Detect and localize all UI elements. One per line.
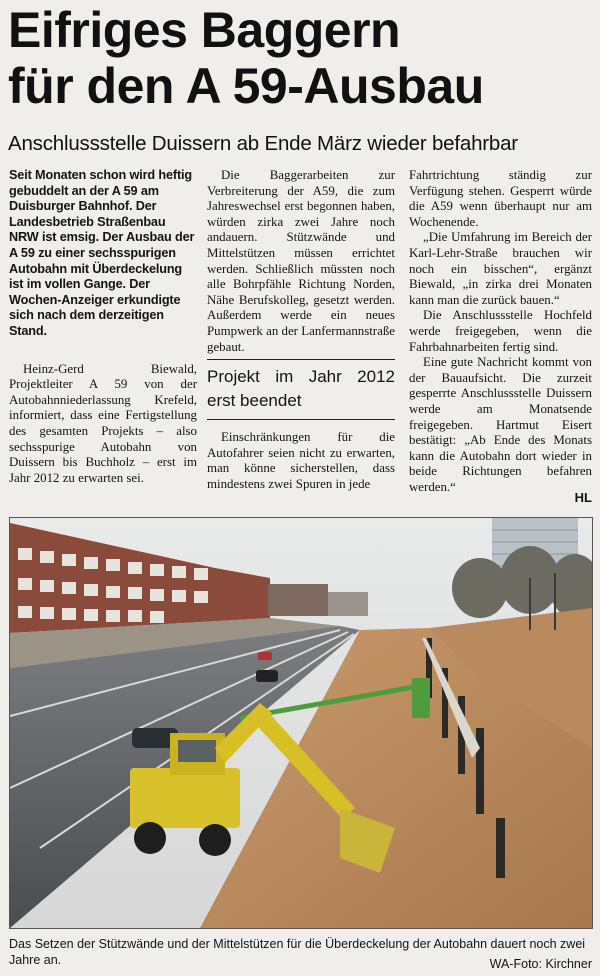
- photo-credit: WA-Foto: Kirchner: [489, 957, 592, 971]
- subheadline: Anschlussstelle Duissern ab Ende März wieder befahrbar: [8, 132, 518, 155]
- body-paragraph: Eine gute Nachricht kommt von der Bauaufsicht. Die zurzeit gesperrte Anschlussstelle Duissern werde am Monatsende freigegeben. Hartmut Eisert bestätigt: „Ab Ende des Monats kann die Autobahn dort wieder in beide Richtungen befahren werden.“: [409, 355, 592, 494]
- construction-photo: [9, 517, 593, 929]
- body-paragraph: Die Baggerarbeiten zur Verbreiterung der A59, die zum Jahreswechsel erst begonnen haben, würden zirka zwei Jahre noch andauern. Stützwände und Mittelstützen müssen errichtet werden. Schließlich müssten noch alle Bohrpfähle Richtung Norden, Nähe Berufskolleg, gesetzt werden. Außerdem werde ein neues Pumpwerk an der Lanfermannstraße gebaut.: [207, 168, 395, 354]
- author-initials: HL: [574, 490, 592, 505]
- body-paragraph: Die Anschlussstelle Hochfeld werde freigegeben, wenn die Fahrbahnarbeiten fertig sind.: [409, 308, 592, 354]
- headline-line-1: Eifriges Baggern: [8, 2, 401, 58]
- lead-paragraph: Seit Monaten schon wird heftig gebuddelt an der A 59 am Duisburger Bahnhof. Der Landesbetrieb Straßenbau NRW ist emsig. Der Ausbau der A 59 zu einer sechsspurigen Autobahn mit Überdeckelung ist im vollen Gange. Der Wochen-Anzeiger erkundigte sich nach dem derzeitigen Stand.: [9, 168, 195, 338]
- body-paragraph: Einschränkungen für die Autofahrer seien nicht zu erwarten, man könne sicherstellen, dass mindestens zwei Spuren in jede: [207, 430, 395, 491]
- column-1: [9, 168, 197, 486]
- crosshead: Projekt im Jahr 2012 erst beendet: [207, 359, 395, 420]
- column-3: [409, 168, 592, 495]
- body-paragraph: „Die Umfahrung im Bereich der Karl-Lehr-Straße brauchen wir noch ein bisschen“, ergänzt Biewald, „in zirka drei Monaten kann man die zurück bauen.“: [409, 230, 592, 307]
- column-2: [207, 168, 395, 493]
- photo-caption: Das Setzen der Stützwände und der Mittelstützen für die Überdeckelung der Autobahn dauert noch zwei Jahre an.: [9, 937, 586, 967]
- body-paragraph: Fahrtrichtung ständig zur Verfügung stehen. Gesperrt würde die A59 wenn überhaupt nur am Wochenende.: [409, 168, 592, 229]
- headline: [8, 2, 592, 114]
- headline-line-2: für den A 59-Ausbau: [8, 58, 484, 114]
- body-paragraph: Heinz-Gerd Biewald, Projektleiter A 59 von der Autobahnniederlassung Krefeld, informiert, dass eine Fertigstellung des gesamten Projekts – also sechsspurige Autobahn von Duissern bis Buchholz – erst im Jahr 2012 zu erwarten sei.: [9, 361, 197, 485]
